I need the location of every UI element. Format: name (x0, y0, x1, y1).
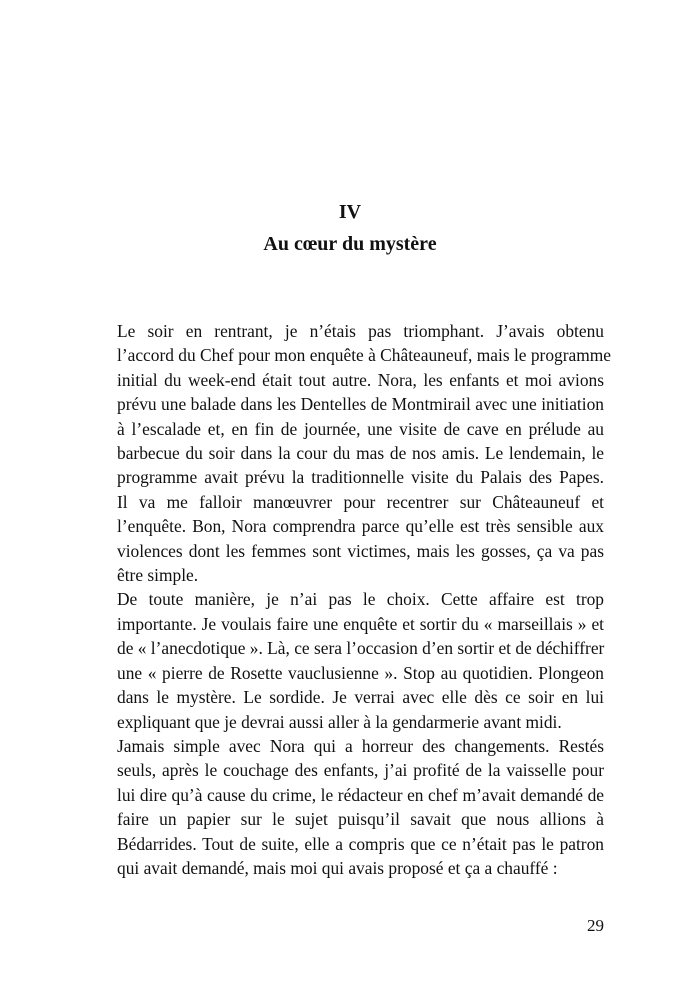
paragraph-3 (88, 587, 604, 733)
text-line: une « pierre de Rosette vauclusienne ». Stop au quotidien. Plongeon (117, 662, 604, 683)
page-number: 29 (587, 916, 604, 935)
paragraph-1 (88, 319, 612, 490)
text-line: programme avait prévu la traditionnelle visite du Palais des Papes. (117, 467, 604, 488)
text-line: qui avait demandé, mais moi qui avais proposé et ça a chauffé : (117, 857, 558, 878)
paragraph-4 (88, 734, 604, 880)
text-line: faire un papier sur le sujet puisqu’il savait que nous allions à (117, 809, 604, 830)
text-line: Il va me falloir manœuvrer pour recentrer sur Châteauneuf et (117, 491, 604, 512)
paragraph-2 (88, 490, 604, 588)
text-line: seuls, après le couchage des enfants, j’ai profité de la vaisselle pour (117, 760, 604, 781)
text-line: Le soir en rentrant, je n’étais pas triomphant. J’avais obtenu (117, 321, 604, 341)
text-line: De toute manière, je n’ai pas le choix. Cette affaire est trop (117, 589, 604, 610)
text-line: l’accord du Chef pour mon enquête à Châteauneuf, mais le programme (117, 345, 612, 366)
text-line: prévu une balade dans les Dentelles de Montmirail avec une initiation (117, 394, 604, 415)
text-line: initial du week-end était tout autre. Nora, les enfants et moi avions (117, 369, 604, 390)
chapter-title: Au cœur du mystère (263, 233, 437, 255)
text-line: l’enquête. Bon, Nora comprendra parce qu’elle est très sensible aux (117, 516, 604, 537)
text-line: violences dont les femmes sont victimes, mais les gosses, ça va pas (117, 540, 604, 561)
text-line: de « l’anecdotique ». Là, ce sera l’occasion d’en sortir et de déchiffrer (117, 638, 605, 659)
text-line: lui dire qu’à cause du crime, le rédacteur en chef m’avait demandé de (117, 784, 604, 805)
text-line: dans le mystère. Le sordide. Je verrai avec elle dès ce soir en lui (117, 687, 604, 708)
chapter-number: IV (338, 201, 362, 223)
text-line: expliquant que je devrai aussi aller à la gendarmerie avant midi. (117, 711, 562, 732)
body-text (88, 319, 612, 880)
text-line: Jamais simple avec Nora qui a horreur des changements. Restés (117, 735, 604, 756)
text-line: importante. Je voulais faire une enquête et sortir du « marseillais » et (117, 613, 604, 634)
text-line: être simple. (117, 565, 199, 586)
text-line: Bédarrides. Tout de suite, elle a compris que ce n’était pas le patron (117, 833, 604, 854)
text-line: à l’escalade et, en fin de journée, une visite de cave en prélude au (117, 418, 604, 439)
text-line: barbecue du soir dans la cour du mas de nos amis. Le lendemain, le (117, 443, 604, 464)
